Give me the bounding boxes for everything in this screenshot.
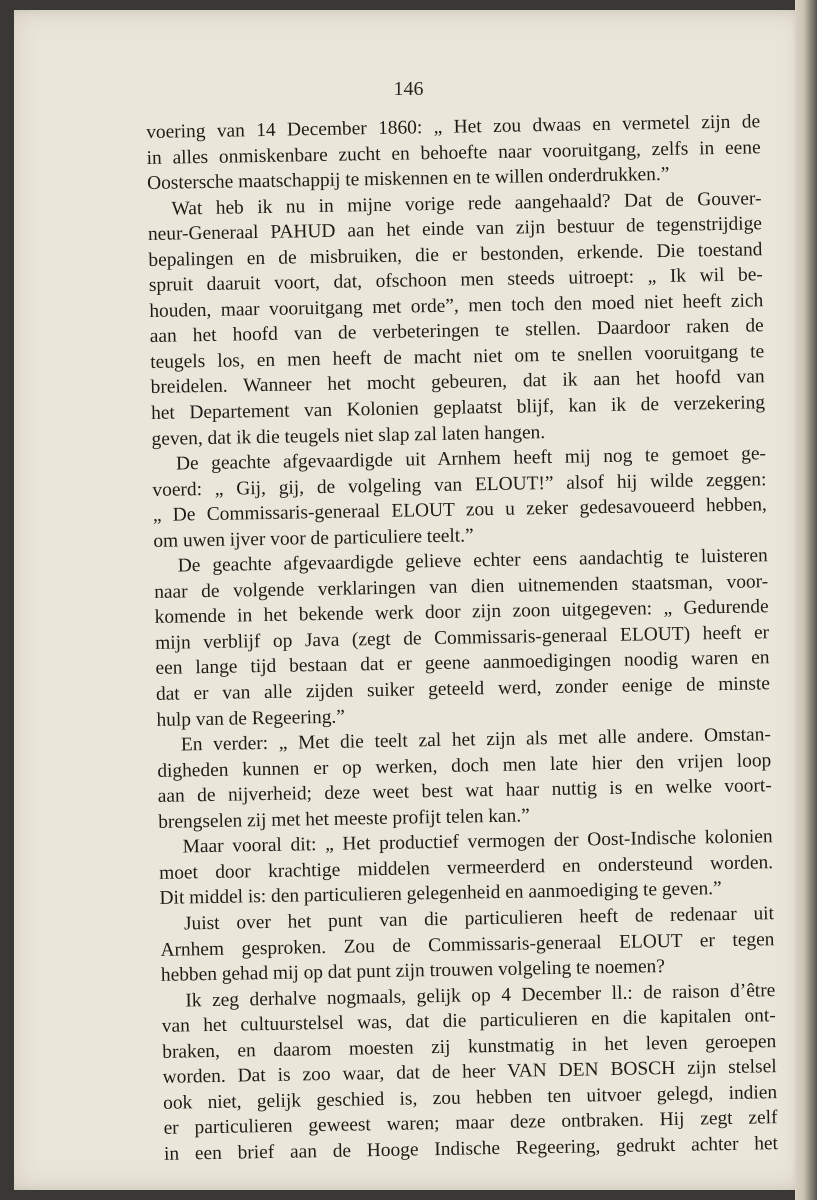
text-line: Juist over het punt van die particulieren heeft de redenaar uit [183, 903, 775, 935]
text-line: Oostersche maatschappij te miskennen en te willen onderdrukken.” [146, 163, 670, 195]
text-line: om uwen ijver voor de particuliere teelt.” [153, 525, 474, 552]
text-line: De geachte afgevaardigde gelieve echter eens aandachtig te luisteren [177, 545, 768, 577]
text-line: mijn verblijf op Java (zegt de Commissaris-generaal ELOUT) heeft er [154, 622, 770, 654]
text-line: „ De Commissaris-generaal ELOUT zou u zeker gedesavoueerd hebben, [152, 494, 767, 527]
text-line: hulp van de Regeering.” [156, 706, 346, 731]
text-line: aan de nijverheid; deze weet best wat haar nuttig is en welke voort- [157, 775, 772, 808]
text-line: Dit middel is: den particulieren gelegenheid en aanmoediging te geven.” [159, 878, 722, 910]
body-text [146, 109, 778, 1167]
text-line: brengselen zij met het meeste profijt telen kan.” [158, 805, 530, 833]
text-line: braken, en daarom moesten zij kunstmatig in het leven geroepen [162, 1030, 777, 1063]
text-line: spruit daaruit voort, dat, ofschoon men steeds uitroept: „ Ik wil be- [148, 264, 763, 297]
text-line: geven, dat ik die teugels niet slap zal laten hangen. [151, 421, 546, 450]
text-line: Maar vooral dit: „ Het productief vermogen der Oost-Indische kolonien [182, 826, 773, 858]
text-line: Ik zeg derhalve nogmaals, gelijk op 4 December ll.: de raison d’être [185, 979, 776, 1012]
text-line: worden. Dat is zoo waar, dat de heer VAN DEN BOSCH zijn stelsel [162, 1056, 777, 1089]
text-line: voering van 14 December 1860: „ Het zou dwaas en vermetel zijn de [146, 111, 761, 143]
text-line: Wat heb ik nu in mijne vorige rede aangehaald? Dat de Gouver- [171, 187, 762, 220]
text-line: naar de volgende verklaringen van dien uitnemenden staatsman, voor- [154, 571, 769, 603]
text-line: Arnhem gesproken. Zou de Commissaris-generaal ELOUT er tegen [160, 928, 775, 961]
text-line: De geachte afgevaardigde uit Arnhem heeft mij nog te gemoet ge- [175, 443, 767, 475]
text-line: houden, maar vooruitgang met orde”, men toch den moed niet heeft zich [149, 290, 764, 322]
text-line: voerd: „ Gij, gij, de volgeling van ELOUT!” alsof hij wilde zeggen: [152, 468, 767, 501]
text-line: teugels los, en men heeft de macht niet om te snellen vooruitgang te [150, 341, 765, 373]
text-line: in een brief aan de Hooge Indische Regeering, gedrukt achter het [163, 1133, 779, 1165]
text-line: En verder: „ Met die teelt zal het zijn als met alle andere. Omstan- [180, 724, 772, 756]
text-line: breidelen. Wanneer het mocht gebeuren, dat ik aan het hoofd van [150, 366, 765, 399]
page-number: 146 [393, 78, 424, 100]
text-line: hebben gehad mij op dat punt zijn trouwen volgeling te noemen? [160, 956, 666, 986]
text-line: neur-Generaal PAHUD aan het einde van zijn bestuur de tegenstrijdige [147, 213, 763, 246]
text-line: dat er van alle zijden suiker geteeld werd, zonder eenige de minste [155, 673, 771, 705]
page-spine-edge [795, 0, 817, 1200]
text-line: komende in het bekende werk door zijn zoon uitgegeven: „ Gedurende [154, 596, 769, 629]
text-line: bepalingen en de misbruiken, die er bestonden, erkende. Die toestand [148, 238, 763, 271]
text-line: moet door krachtige middelen vermeerderd en ondersteund worden. [158, 852, 774, 884]
text-line: in alles onmiskenbare zucht en behoefte naar vooruitgang, zelfs in eene [146, 136, 761, 169]
text-line: er particulieren geweest waren; maar deze ontbraken. Hij zegt zelf [163, 1107, 778, 1140]
text-line: aan het hoofd van de verbeteringen te stellen. Daardoor raken de [149, 315, 764, 348]
text-line: het Departement van Kolonien geplaatst blijf, kan ik de verzekering [150, 392, 766, 424]
text-line: van het cultuurstelsel was, dat die particulieren en die kapitalen ont- [161, 1005, 776, 1038]
text-line: een lange tijd bestaan dat er geene aanmoedigingen noodig waren en [155, 647, 770, 680]
text-line: digheden kunnen er op werken, doch men late hier den vrijen loop [157, 749, 772, 782]
text-line: ook niet, gelijk geschied is, zou hebben ten uitvoer gelegd, indien [162, 1081, 778, 1114]
